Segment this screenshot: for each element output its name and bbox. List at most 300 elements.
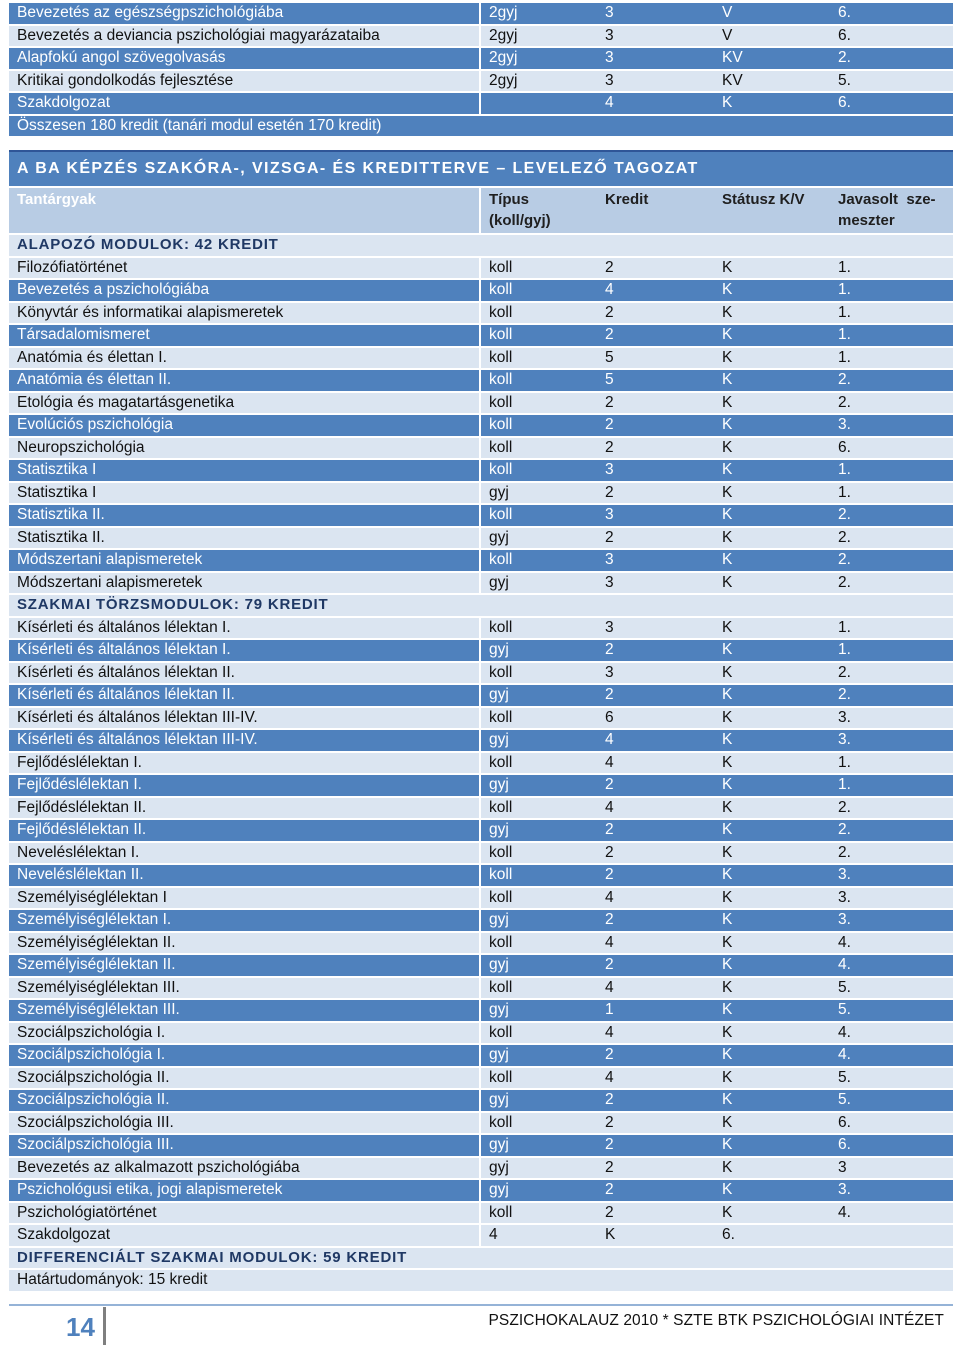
cell-type: koll xyxy=(480,842,597,865)
cell-subject: Szociálpszichológia II. xyxy=(9,1067,480,1090)
cell-subject: Pszichológusi etika, jogi alapismeretek xyxy=(9,1179,480,1202)
cell-semester: 2. xyxy=(830,369,953,392)
header-semester-line1: Javasolt sze- xyxy=(838,191,936,208)
cell-type: koll xyxy=(480,437,597,460)
header-credit: Kredit xyxy=(597,187,714,234)
cell-subject: Személyiséglélektan II. xyxy=(9,954,480,977)
table-row xyxy=(9,617,953,640)
table-row xyxy=(9,70,953,93)
cell-status: K xyxy=(714,774,830,797)
cell-semester: 5. xyxy=(830,70,953,93)
table-row xyxy=(9,639,953,662)
top-rows xyxy=(9,3,953,115)
cell-status: K xyxy=(714,864,830,887)
table-row xyxy=(9,414,953,437)
section-row-alapozo xyxy=(9,234,953,257)
cell-credit: 2 xyxy=(597,257,714,280)
table-row xyxy=(9,1179,953,1202)
cell-type: koll xyxy=(480,347,597,370)
cell-subject: Módszertani alapismeretek xyxy=(9,549,480,572)
cell-semester: 1. xyxy=(830,302,953,325)
cell-status: K xyxy=(714,257,830,280)
cell-semester: 3. xyxy=(830,729,953,752)
cell-semester: 6. xyxy=(830,3,953,25)
table-row xyxy=(9,1112,953,1135)
cell-subject: Szociálpszichológia I. xyxy=(9,1044,480,1067)
subsection-title-hatartudomanyok: Határtudományok: 15 kredit xyxy=(9,1269,953,1292)
cell-type: koll xyxy=(480,752,597,775)
page-number-divider xyxy=(103,1307,106,1345)
cell-status: K xyxy=(714,797,830,820)
cell-semester: 1. xyxy=(830,347,953,370)
cell-subject: Szociálpszichológia III. xyxy=(9,1112,480,1135)
cell-status: K xyxy=(714,954,830,977)
cell-credit: 2 xyxy=(597,414,714,437)
cell-subject: Személyiséglélektan I. xyxy=(9,909,480,932)
cell-type: gyj xyxy=(480,639,597,662)
cell-type: koll xyxy=(480,707,597,730)
table-row xyxy=(9,999,953,1022)
cell-subject: Fejlődéslélektan II. xyxy=(9,797,480,820)
cell-subject: Könyvtár és informatikai alapismeretek xyxy=(9,302,480,325)
cell-subject: Bevezetés az alkalmazott pszichológiába xyxy=(9,1157,480,1180)
plan-title: A BA KÉPZÉS SZAKÓRA-, VIZSGA- ÉS KREDITTERVE – LEVELEZŐ TAGOZAT xyxy=(9,151,953,187)
cell-subject: Statisztika II. xyxy=(9,504,480,527)
cell-credit: 2 xyxy=(597,1044,714,1067)
cell-semester: 5. xyxy=(830,977,953,1000)
section2-group xyxy=(9,594,953,617)
cell-semester: 5. xyxy=(830,999,953,1022)
szakdolgozat-status: K xyxy=(597,1224,714,1247)
cell-credit: 2 xyxy=(597,819,714,842)
cell-semester: 2. xyxy=(830,572,953,595)
cell-semester: 2. xyxy=(830,797,953,820)
table-row xyxy=(9,279,953,302)
cell-credit: 2 xyxy=(597,1179,714,1202)
cell-semester: 6. xyxy=(830,1112,953,1135)
cell-subject: Szociálpszichológia III. xyxy=(9,1134,480,1157)
cell-status: K xyxy=(714,729,830,752)
cell-credit: 1 xyxy=(597,999,714,1022)
cell-credit: 2 xyxy=(597,842,714,865)
cell-subject: Statisztika I xyxy=(9,482,480,505)
cell-type: koll xyxy=(480,369,597,392)
table-row xyxy=(9,437,953,460)
cell-semester: 4. xyxy=(830,1202,953,1225)
table-row xyxy=(9,25,953,48)
cell-status: K xyxy=(714,1044,830,1067)
cell-type: koll xyxy=(480,549,597,572)
cell-status: KV xyxy=(714,47,830,70)
cell-subject: Fejlődéslélektan II. xyxy=(9,819,480,842)
cell-semester: 1. xyxy=(830,279,953,302)
cell-type: gyj xyxy=(480,572,597,595)
cell-type: koll xyxy=(480,617,597,640)
section-title-differencialt: DIFFERENCIÁLT SZAKMAI MODULOK: 59 KREDIT xyxy=(9,1247,953,1270)
table-row xyxy=(9,729,953,752)
cell-subject: Személyiséglélektan I xyxy=(9,887,480,910)
cell-status: K xyxy=(714,437,830,460)
cell-subject: Filozófiatörténet xyxy=(9,257,480,280)
cell-type: gyj xyxy=(480,482,597,505)
cell-subject: Módszertani alapismeretek xyxy=(9,572,480,595)
table-row xyxy=(9,1089,953,1112)
cell-type: koll xyxy=(480,302,597,325)
cell-credit: 2 xyxy=(597,1089,714,1112)
cell-semester: 2. xyxy=(830,842,953,865)
cell-semester: 5. xyxy=(830,1067,953,1090)
cell-semester: 4. xyxy=(830,932,953,955)
section-row-torzs xyxy=(9,594,953,617)
cell-credit: 2 xyxy=(597,684,714,707)
table-row xyxy=(9,459,953,482)
cell-credit: 2 xyxy=(597,909,714,932)
cell-semester: 3. xyxy=(830,887,953,910)
table-row xyxy=(9,774,953,797)
cell-status: K xyxy=(714,662,830,685)
cell-semester: 2. xyxy=(830,684,953,707)
cell-status: K xyxy=(714,1202,830,1225)
cell-subject: Bevezetés a pszichológiába xyxy=(9,279,480,302)
total-label: Összesen 180 kredit (tanári modul esetén 170 kredit) xyxy=(9,115,953,138)
table-row xyxy=(9,572,953,595)
cell-status: K xyxy=(714,302,830,325)
cell-subject: Neveléslélektan II. xyxy=(9,864,480,887)
table-row xyxy=(9,707,953,730)
table-row xyxy=(9,1022,953,1045)
cell-status: K xyxy=(714,707,830,730)
cell-semester: 6. xyxy=(830,437,953,460)
cell-type: gyj xyxy=(480,1134,597,1157)
table-row xyxy=(9,1202,953,1225)
cell-status: K xyxy=(714,279,830,302)
cell-subject: Szociálpszichológia I. xyxy=(9,1022,480,1045)
cell-credit: 2 xyxy=(597,437,714,460)
cell-status: V xyxy=(714,3,830,25)
table-row xyxy=(9,662,953,685)
course-plan-table xyxy=(9,3,953,1293)
cell-type: gyj xyxy=(480,774,597,797)
cell-credit: 3 xyxy=(597,25,714,48)
cell-status: K xyxy=(714,527,830,550)
header-semester xyxy=(830,187,953,234)
cell-credit: 2 xyxy=(597,324,714,347)
table-row xyxy=(9,864,953,887)
cell-credit: 3 xyxy=(597,572,714,595)
cell-semester: 2. xyxy=(830,819,953,842)
cell-credit: 2 xyxy=(597,954,714,977)
cell-subject: Neuropszichológia xyxy=(9,437,480,460)
cell-semester: 2. xyxy=(830,504,953,527)
cell-status: K xyxy=(714,414,830,437)
cell-credit: 2 xyxy=(597,1112,714,1135)
cell-credit: 4 xyxy=(597,932,714,955)
cell-semester: 6. xyxy=(830,1134,953,1157)
cell-status: K xyxy=(714,92,830,115)
cell-credit: 2 xyxy=(597,1202,714,1225)
cell-credit: 3 xyxy=(597,662,714,685)
cell-subject: Fejlődéslélektan I. xyxy=(9,752,480,775)
cell-semester: 3. xyxy=(830,864,953,887)
cell-subject: Kísérleti és általános lélektan III-IV. xyxy=(9,729,480,752)
table-row xyxy=(9,819,953,842)
cell-type: koll xyxy=(480,662,597,685)
cell-type: koll xyxy=(480,977,597,1000)
cell-type: gyj xyxy=(480,954,597,977)
cell-credit: 4 xyxy=(597,887,714,910)
table-row xyxy=(9,92,953,115)
cell-credit: 2 xyxy=(597,527,714,550)
cell-status: K xyxy=(714,347,830,370)
szakdolgozat-semester: 6. xyxy=(714,1224,830,1247)
table-row xyxy=(9,887,953,910)
table-row xyxy=(9,504,953,527)
cell-status: K xyxy=(714,819,830,842)
cell-type: gyj xyxy=(480,1157,597,1180)
cell-type: koll xyxy=(480,887,597,910)
cell-semester: 2. xyxy=(830,549,953,572)
cell-type: koll xyxy=(480,1022,597,1045)
cell-status: K xyxy=(714,1134,830,1157)
header-type-line1: Típus xyxy=(489,191,529,208)
table-row xyxy=(9,1134,953,1157)
header-subjects: Tantárgyak xyxy=(9,187,480,234)
table-row xyxy=(9,797,953,820)
torzs-rows xyxy=(9,617,953,1225)
cell-status: K xyxy=(714,932,830,955)
table-row xyxy=(9,932,953,955)
cell-subject: Kísérleti és általános lélektan I. xyxy=(9,617,480,640)
cell-type: koll xyxy=(480,414,597,437)
cell-subject: Neveléslélektan I. xyxy=(9,842,480,865)
footer-rule xyxy=(9,1304,953,1306)
cell-semester: 3. xyxy=(830,414,953,437)
cell-credit: 3 xyxy=(597,504,714,527)
table-row xyxy=(9,842,953,865)
cell-credit: 3 xyxy=(597,3,714,25)
cell-semester: 1. xyxy=(830,482,953,505)
cell-status: K xyxy=(714,504,830,527)
cell-status: K xyxy=(714,324,830,347)
total-row xyxy=(9,115,953,138)
cell-subject: Szociálpszichológia II. xyxy=(9,1089,480,1112)
cell-status: K xyxy=(714,482,830,505)
cell-semester: 1. xyxy=(830,639,953,662)
cell-type: gyj xyxy=(480,1089,597,1112)
cell-subject: Alapfokú angol szövegolvasás xyxy=(9,47,480,70)
cell-credit: 2 xyxy=(597,392,714,415)
cell-status: K xyxy=(714,684,830,707)
cell-credit: 4 xyxy=(597,729,714,752)
cell-type: koll xyxy=(480,1067,597,1090)
cell-credit: 5 xyxy=(597,369,714,392)
cell-credit: 2 xyxy=(597,302,714,325)
cell-credit: 3 xyxy=(597,459,714,482)
cell-credit: 2 xyxy=(597,482,714,505)
cell-semester: 1. xyxy=(830,459,953,482)
tail-group xyxy=(9,1224,953,1292)
table-row xyxy=(9,392,953,415)
cell-type: koll xyxy=(480,392,597,415)
cell-type: koll xyxy=(480,932,597,955)
cell-type: koll xyxy=(480,864,597,887)
cell-credit: 2 xyxy=(597,1134,714,1157)
cell-subject: Evolúciós pszichológia xyxy=(9,414,480,437)
header-status: Státusz K/V xyxy=(714,187,830,234)
cell-credit: 3 xyxy=(597,617,714,640)
total-row-group xyxy=(9,115,953,257)
cell-semester: 2. xyxy=(830,527,953,550)
table-row xyxy=(9,527,953,550)
cell-semester: 1. xyxy=(830,774,953,797)
cell-subject: Kísérleti és általános lélektan II. xyxy=(9,662,480,685)
table-row xyxy=(9,977,953,1000)
cell-status: K xyxy=(714,549,830,572)
cell-semester: 6. xyxy=(830,92,953,115)
cell-credit: 4 xyxy=(597,279,714,302)
cell-status: K xyxy=(714,842,830,865)
cell-status: KV xyxy=(714,70,830,93)
cell-credit: 4 xyxy=(597,92,714,115)
header-type xyxy=(480,187,597,234)
table-row xyxy=(9,47,953,70)
table-row xyxy=(9,684,953,707)
table-row xyxy=(9,909,953,932)
cell-credit: 2 xyxy=(597,864,714,887)
cell-status: K xyxy=(714,1179,830,1202)
cell-semester: 3. xyxy=(830,1179,953,1202)
cell-credit: 5 xyxy=(597,347,714,370)
cell-status: K xyxy=(714,999,830,1022)
cell-subject: Társadalomismeret xyxy=(9,324,480,347)
cell-subject: Szakdolgozat xyxy=(9,92,480,115)
cell-type: koll xyxy=(480,324,597,347)
cell-semester: 4. xyxy=(830,1022,953,1045)
cell-credit: 3 xyxy=(597,47,714,70)
cell-semester: 1. xyxy=(830,257,953,280)
cell-credit: 4 xyxy=(597,977,714,1000)
cell-semester: 3 xyxy=(830,1157,953,1180)
cell-status: K xyxy=(714,909,830,932)
spacer-row xyxy=(9,137,953,151)
cell-type: 2gyj xyxy=(480,3,597,25)
cell-subject: Kísérleti és általános lélektan III-IV. xyxy=(9,707,480,730)
table-row xyxy=(9,302,953,325)
cell-status: K xyxy=(714,1089,830,1112)
cell-subject: Bevezetés a deviancia pszichológiai magyarázataiba xyxy=(9,25,480,48)
cell-credit: 4 xyxy=(597,1022,714,1045)
page-number: 14 xyxy=(66,1312,95,1342)
table-row xyxy=(9,257,953,280)
cell-subject: Személyiséglélektan II. xyxy=(9,932,480,955)
cell-status: K xyxy=(714,887,830,910)
cell-subject: Statisztika II. xyxy=(9,527,480,550)
cell-type: gyj xyxy=(480,527,597,550)
cell-credit: 4 xyxy=(597,797,714,820)
cell-type: 2gyj xyxy=(480,70,597,93)
cell-subject: Kísérleti és általános lélektan I. xyxy=(9,639,480,662)
table-row xyxy=(9,482,953,505)
cell-credit: 4 xyxy=(597,1067,714,1090)
cell-credit: 2 xyxy=(597,774,714,797)
cell-status: K xyxy=(714,1067,830,1090)
szakdolgozat-credit: 4 xyxy=(480,1224,597,1247)
table-row xyxy=(9,347,953,370)
cell-subject: Kísérleti és általános lélektan II. xyxy=(9,684,480,707)
cell-subject: Anatómia és élettan II. xyxy=(9,369,480,392)
cell-semester: 5. xyxy=(830,1089,953,1112)
table-row xyxy=(9,3,953,25)
cell-type: 2gyj xyxy=(480,25,597,48)
cell-type: koll xyxy=(480,459,597,482)
cell-semester: 2. xyxy=(830,392,953,415)
cell-type: koll xyxy=(480,257,597,280)
cell-credit: 3 xyxy=(597,549,714,572)
cell-status: K xyxy=(714,1022,830,1045)
footer-text: PSZICHOKALAUZ 2010 * SZTE BTK PSZICHOLÓGIAI INTÉZET xyxy=(488,1312,944,1329)
cell-type: gyj xyxy=(480,1179,597,1202)
table-row xyxy=(9,1157,953,1180)
cell-status: K xyxy=(714,977,830,1000)
table-row xyxy=(9,369,953,392)
cell-type: gyj xyxy=(480,819,597,842)
cell-credit: 2 xyxy=(597,639,714,662)
cell-credit: 6 xyxy=(597,707,714,730)
cell-type: gyj xyxy=(480,999,597,1022)
cell-subject: Személyiséglélektan III. xyxy=(9,999,480,1022)
cell-status: K xyxy=(714,459,830,482)
section-row-differencialt xyxy=(9,1247,953,1270)
cell-semester: 2. xyxy=(830,47,953,70)
cell-type: 2gyj xyxy=(480,47,597,70)
cell-semester: 1. xyxy=(830,617,953,640)
cell-semester: 3. xyxy=(830,909,953,932)
table-row xyxy=(9,324,953,347)
cell-type: gyj xyxy=(480,909,597,932)
cell-type: koll xyxy=(480,504,597,527)
cell-status: K xyxy=(714,1112,830,1135)
cell-status: K xyxy=(714,639,830,662)
table-row xyxy=(9,1044,953,1067)
cell-subject: Statisztika I xyxy=(9,459,480,482)
table-row xyxy=(9,954,953,977)
cell-subject: Etológia és magatartásgenetika xyxy=(9,392,480,415)
cell-semester: 4. xyxy=(830,1044,953,1067)
szakdolgozat-name: Szakdolgozat xyxy=(9,1224,480,1247)
header-type-line2: (koll/gyj) xyxy=(489,212,551,229)
cell-status: K xyxy=(714,617,830,640)
course-plan-sheet xyxy=(9,3,953,1293)
cell-credit: 3 xyxy=(597,70,714,93)
cell-type: koll xyxy=(480,279,597,302)
section-title-torzs: SZAKMAI TÖRZSMODULOK: 79 KREDIT xyxy=(9,594,953,617)
cell-credit: 4 xyxy=(597,752,714,775)
cell-semester: 6. xyxy=(830,25,953,48)
cell-semester: 4. xyxy=(830,954,953,977)
cell-type: koll xyxy=(480,1112,597,1135)
column-header-row xyxy=(9,187,953,234)
cell-type: gyj xyxy=(480,684,597,707)
cell-type: koll xyxy=(480,797,597,820)
table-row xyxy=(9,752,953,775)
table-row xyxy=(9,549,953,572)
cell-semester: 2. xyxy=(830,662,953,685)
alapozo-rows xyxy=(9,257,953,595)
cell-subject: Anatómia és élettan I. xyxy=(9,347,480,370)
cell-status: K xyxy=(714,572,830,595)
cell-status: K xyxy=(714,369,830,392)
cell-subject: Személyiséglélektan III. xyxy=(9,977,480,1000)
